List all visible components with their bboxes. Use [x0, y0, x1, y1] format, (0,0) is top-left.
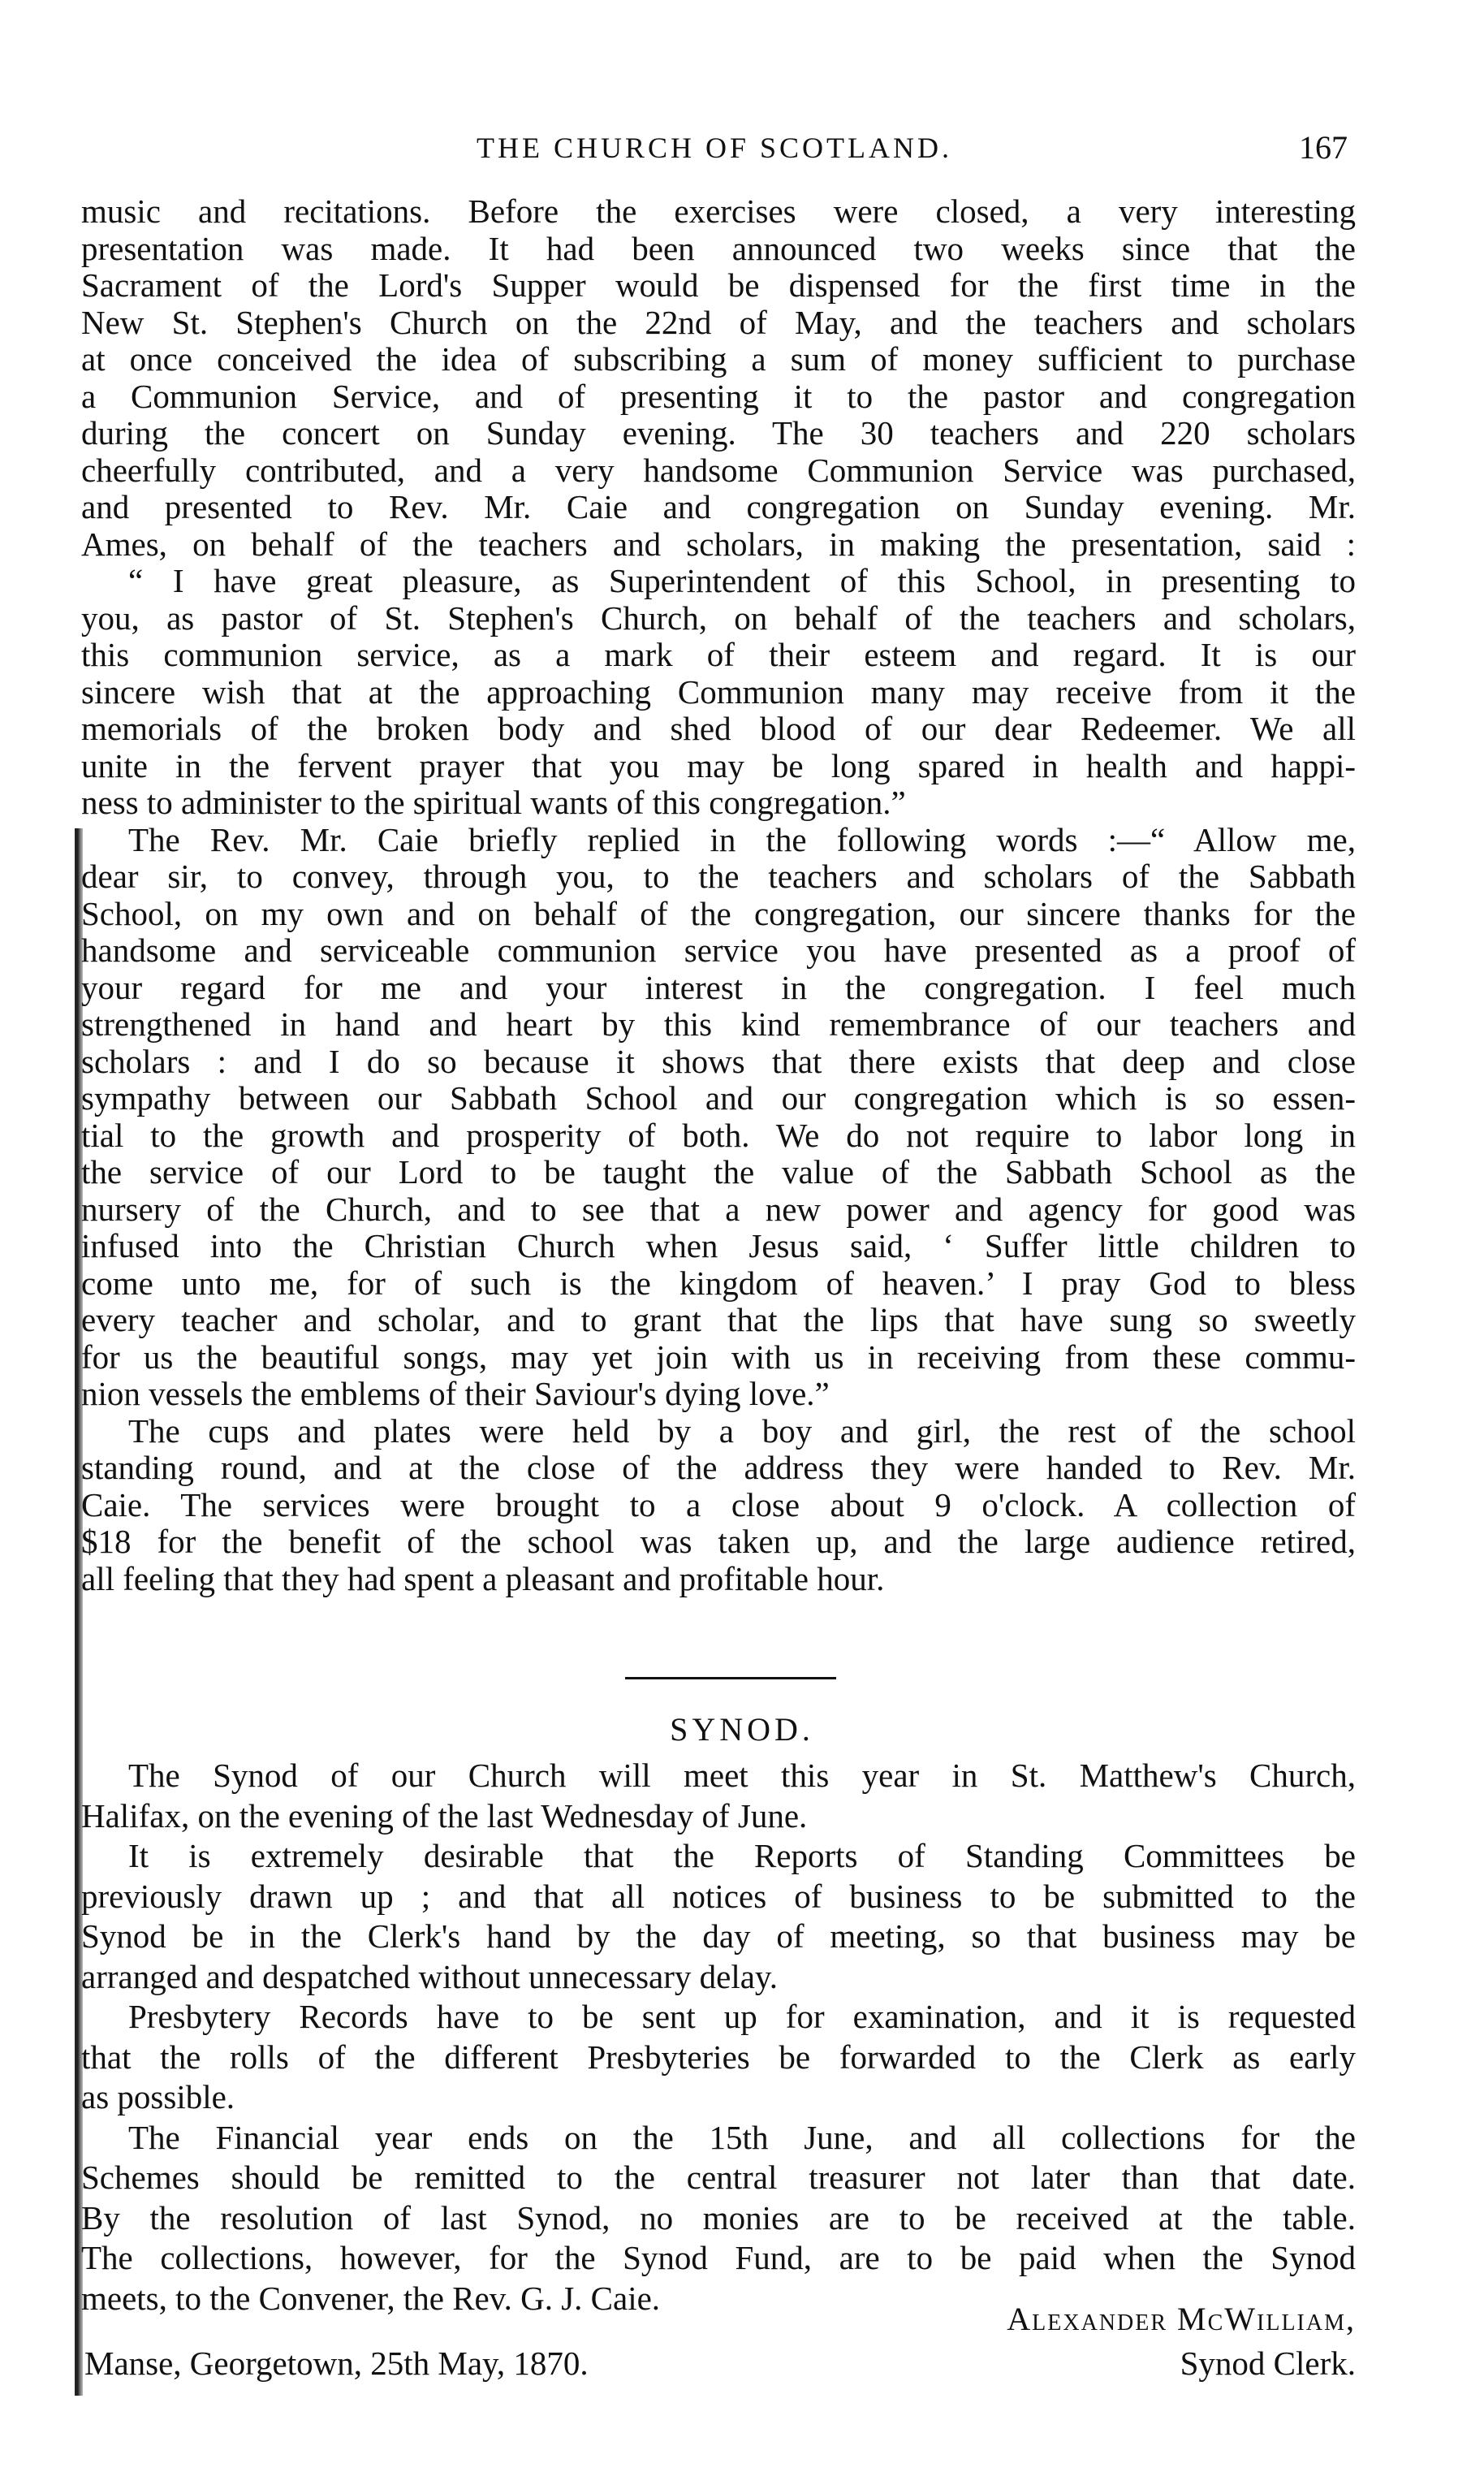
page-number: 167	[1299, 129, 1348, 166]
text-line: dear sir, to convey, through you, to the teachers and scholars of the Sabbath	[81, 858, 1356, 895]
text-line: during the concert on Sunday evening. The 30 teachers and 220 scholars	[81, 415, 1356, 452]
text-line: and presented to Rev. Mr. Caie and congregation on Sunday evening. Mr.	[81, 489, 1356, 525]
article-body	[81, 193, 1356, 1597]
text-line: come unto me, for of such is the kingdom of heaven.’ I pray God to bless	[81, 1264, 1356, 1302]
signature-name: Alexander McWilliam,	[1007, 2301, 1356, 2337]
text-line: School, on my own and on behalf of the congregation, our sincere thanks for the	[81, 895, 1356, 932]
text-line: unite in the fervent prayer that you may be long spared in health and happi-	[81, 747, 1356, 784]
text-line: meets, to the Convener, the Rev. G. J. Caie.	[81, 2279, 661, 2317]
text-line: ness to administer to the spiritual wants of this congregation.”	[81, 784, 906, 821]
text-line: strengthened in hand and heart by this kind remembrance of our teachers and	[81, 1006, 1356, 1043]
text-line: you, as pastor of St. Stephen's Church, on behalf of the teachers and scholars,	[81, 599, 1356, 637]
text-line: By the resolution of last Synod, no monies are to be received at the table.	[81, 2198, 1356, 2236]
synod-heading: SYNOD.	[670, 1711, 814, 1748]
running-head	[0, 123, 1484, 172]
text-line: tial to the growth and prosperity of both. We do not require to labor long in	[81, 1117, 1356, 1154]
text-line: that the rolls of the different Presbyteries be forwarded to the Clerk as early	[81, 2038, 1356, 2076]
text-line: memorials of the broken body and shed blood of our dear Redeemer. We all	[81, 711, 1356, 747]
text-line: The collections, however, for the Synod Fund, are to be paid when the Synod	[81, 2239, 1356, 2276]
text-line: sincere wish that at the approaching Communion many may receive from it the	[81, 673, 1356, 711]
text-line: standing round, and at the close of the address they were handed to Rev. Mr.	[81, 1450, 1356, 1486]
place-and-date: Manse, Georgetown, 25th May, 1870.	[84, 2345, 589, 2382]
synod-notice	[81, 1756, 1356, 2319]
text-line: at once conceived the idea of subscribing a sum of money sufficient to purchase	[81, 341, 1356, 378]
text-line: arranged and despatched without unnecessary delay.	[81, 1957, 778, 1995]
text-line: nursery of the Church, and to see that a new power and agency for good was	[81, 1191, 1356, 1228]
text-line: It is extremely desirable that the Reports of Standing Committees be	[128, 1837, 1356, 1874]
text-line: sympathy between our Sabbath School and our congregation which is so essen-	[81, 1080, 1356, 1117]
text-line: New St. Stephen's Church on the 22nd of May, and the teachers and scholars	[81, 304, 1356, 341]
text-line: Sacrament of the Lord's Supper would be dispensed for the first time in the	[81, 267, 1356, 304]
text-line: a Communion Service, and of presenting it to the pastor and congregation	[81, 378, 1356, 415]
section-divider	[625, 1677, 836, 1679]
text-line: this communion service, as a mark of their esteem and regard. It is our	[81, 637, 1356, 673]
text-line: Caie. The services were brought to a close about 9 o'clock. A collection of	[81, 1486, 1356, 1523]
text-line: all feeling that they had spent a pleasant and profitable hour.	[81, 1560, 885, 1597]
text-line: nion vessels the emblems of their Saviour's dying love.”	[81, 1376, 830, 1412]
text-line: your regard for me and your interest in the congregation. I feel much	[81, 969, 1356, 1006]
text-line: music and recitations. Before the exercises were closed, a very interesting	[81, 193, 1356, 230]
text-line: cheerfully contributed, and a very handsome Communion Service was purchased,	[81, 452, 1356, 489]
text-line: Synod be in the Clerk's hand by the day of meeting, so that business may be	[81, 1917, 1356, 1955]
text-line: Presbytery Records have to be sent up for examination, and it is requested	[128, 1998, 1356, 2035]
text-line: The cups and plates were held by a boy and girl, the rest of the school	[128, 1412, 1356, 1450]
text-line: “ I have great pleasure, as Superintendent of this School, in presenting to	[128, 563, 1356, 599]
text-line: scholars : and I do so because it shows that there exists that deep and close	[81, 1043, 1356, 1080]
text-line: every teacher and scholar, and to grant that the lips that have sung so sweetly	[81, 1302, 1356, 1338]
text-line: presentation was made. It had been announced two weeks since that the	[81, 230, 1356, 267]
text-line: infused into the Christian Church when Jesus said, ‘ Suffer little children to	[81, 1228, 1356, 1264]
signature-title: Synod Clerk.	[1180, 2345, 1356, 2382]
text-line: $18 for the benefit of the school was taken up, and the large audience retired,	[81, 1523, 1356, 1560]
text-line: for us the beautiful songs, may yet join with us in receiving from these commu-	[81, 1338, 1356, 1376]
text-line: the service of our Lord to be taught the value of the Sabbath School as the	[81, 1154, 1356, 1191]
text-line: The Synod of our Church will meet this year in St. Matthew's Church,	[128, 1757, 1356, 1794]
text-line: handsome and serviceable communion service you have presented as a proof of	[81, 932, 1356, 969]
text-line: Schemes should be remitted to the central treasurer not later than that date.	[81, 2159, 1356, 2196]
running-title: THE CHURCH OF SCOTLAND.	[476, 132, 953, 164]
text-line: The Rev. Mr. Caie briefly replied in the following words :—“ Allow me,	[128, 821, 1356, 858]
text-line: as possible.	[81, 2078, 235, 2115]
text-line: The Financial year ends on the 15th June, and all collections for the	[128, 2118, 1356, 2156]
text-line: Ames, on behalf of the teachers and scholars, in making the presentation, said :	[81, 525, 1356, 563]
text-line: Halifax, on the evening of the last Wednesday of June.	[81, 1796, 808, 1835]
text-line: previously drawn up ; and that all notices of business to be submitted to the	[81, 1877, 1356, 1915]
